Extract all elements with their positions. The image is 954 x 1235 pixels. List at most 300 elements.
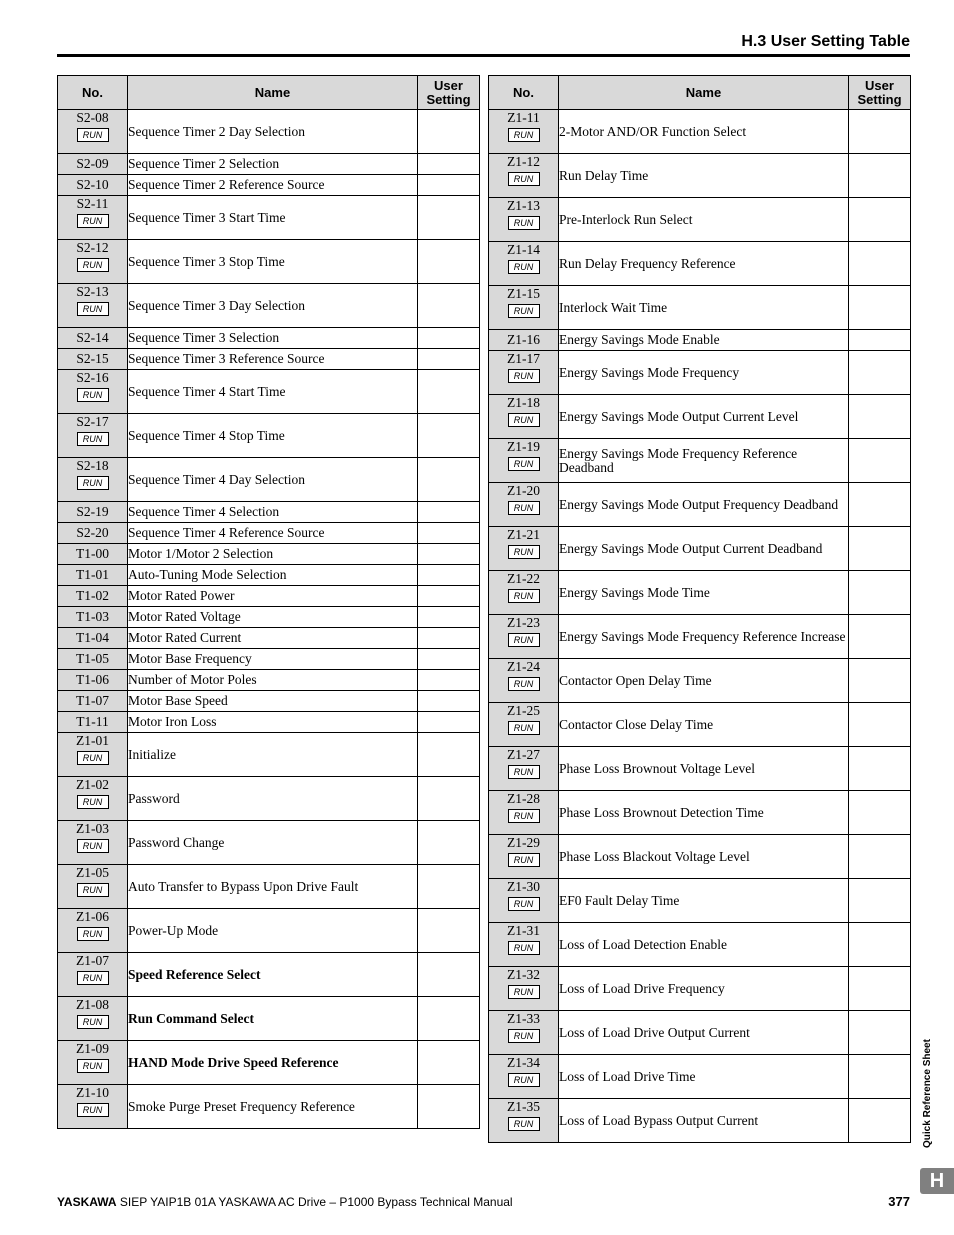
user-setting-cell[interactable] — [418, 865, 480, 909]
parameter-number-cell — [58, 712, 128, 733]
parameter-number-cell — [58, 370, 128, 414]
run-badge: RUN — [508, 985, 540, 999]
table-row — [489, 703, 911, 747]
table-row — [58, 523, 480, 544]
parameter-name: Auto-Tuning Mode Selection — [128, 565, 418, 586]
run-badge: RUN — [508, 216, 540, 230]
header-rule — [57, 54, 910, 57]
run-badge: RUN — [508, 941, 540, 955]
column-header-name: Name — [559, 76, 849, 110]
parameter-name: Number of Motor Poles — [128, 670, 418, 691]
run-badge: RUN — [508, 369, 540, 383]
parameter-name: EF0 Fault Delay Time — [559, 879, 849, 923]
chapter-tab: H — [920, 1168, 954, 1194]
parameter-name: Phase Loss Brownout Voltage Level — [559, 747, 849, 791]
run-badge: RUN — [508, 501, 540, 515]
run-badge: RUN — [77, 432, 109, 446]
run-badge: RUN — [508, 765, 540, 779]
table-row — [58, 414, 480, 458]
parameter-number-cell — [58, 175, 128, 196]
table-row — [58, 458, 480, 502]
parameter-number-cell — [58, 349, 128, 370]
parameter-name: Energy Savings Mode Frequency Reference Deadband — [559, 439, 849, 483]
user-setting-cell[interactable] — [418, 349, 480, 370]
parameter-name: Motor Rated Current — [128, 628, 418, 649]
parameter-number-cell — [58, 607, 128, 628]
parameter-number-cell — [489, 703, 559, 747]
parameter-number: Z1-06 — [76, 909, 109, 924]
parameter-number: S2-15 — [76, 351, 109, 366]
table-row — [489, 330, 911, 351]
parameter-name: Sequence Timer 3 Start Time — [128, 196, 418, 240]
parameter-number: Z1-15 — [507, 286, 540, 301]
user-setting-cell[interactable] — [849, 879, 911, 923]
parameter-number-cell — [489, 527, 559, 571]
table-row — [58, 865, 480, 909]
run-badge: RUN — [508, 457, 540, 471]
parameter-number-cell — [489, 286, 559, 330]
parameter-number-cell — [58, 196, 128, 240]
table-row — [489, 1099, 911, 1143]
parameter-number-cell — [489, 571, 559, 615]
user-setting-line-1: User — [865, 77, 894, 93]
user-setting-cell[interactable] — [418, 1041, 480, 1085]
parameter-number-cell — [58, 502, 128, 523]
user-setting-cell[interactable] — [849, 747, 911, 791]
parameter-number: Z1-30 — [507, 879, 540, 894]
parameter-number: T1-06 — [76, 672, 109, 687]
parameter-number-cell — [58, 821, 128, 865]
parameter-name: Sequence Timer 4 Day Selection — [128, 458, 418, 502]
parameter-number-cell — [58, 154, 128, 175]
column-header-user-setting — [849, 76, 911, 110]
run-badge: RUN — [508, 545, 540, 559]
user-setting-cell[interactable] — [849, 923, 911, 967]
table-row — [58, 777, 480, 821]
table-row — [489, 198, 911, 242]
parameter-number-cell — [58, 458, 128, 502]
parameter-number: T1-11 — [76, 714, 109, 729]
run-badge: RUN — [77, 258, 109, 272]
user-setting-cell[interactable] — [849, 439, 911, 483]
parameter-number: Z1-02 — [76, 777, 109, 792]
parameter-number: Z1-19 — [507, 439, 540, 454]
user-setting-cell[interactable] — [849, 351, 911, 395]
run-badge: RUN — [77, 971, 109, 985]
parameter-number: Z1-27 — [507, 747, 540, 762]
table-row — [489, 351, 911, 395]
section-title: H.3 User Setting Table — [741, 33, 910, 50]
table-row — [489, 527, 911, 571]
parameter-name: Motor Base Frequency — [128, 649, 418, 670]
parameter-number-cell — [489, 923, 559, 967]
parameter-number: S2-20 — [76, 525, 109, 540]
parameter-number: Z1-09 — [76, 1041, 109, 1056]
table-row — [58, 544, 480, 565]
right-table-body — [489, 110, 911, 1143]
parameter-number: S2-08 — [76, 110, 109, 125]
parameter-name: Sequence Timer 4 Reference Source — [128, 523, 418, 544]
parameter-number-cell — [58, 909, 128, 953]
parameter-name: Energy Savings Mode Frequency Reference Increase — [559, 615, 849, 659]
run-badge: RUN — [508, 172, 540, 186]
user-setting-cell[interactable] — [418, 414, 480, 458]
run-badge: RUN — [508, 677, 540, 691]
table-row — [489, 1011, 911, 1055]
parameter-number-cell — [58, 649, 128, 670]
user-setting-cell[interactable] — [418, 284, 480, 328]
run-badge: RUN — [77, 388, 109, 402]
parameter-number-cell — [489, 615, 559, 659]
side-label: Quick Reference Sheet — [922, 1039, 933, 1148]
user-setting-cell[interactable] — [849, 1011, 911, 1055]
parameter-number: S2-13 — [76, 284, 109, 299]
parameter-name: Loss of Load Detection Enable — [559, 923, 849, 967]
run-badge: RUN — [508, 260, 540, 274]
parameter-name: Interlock Wait Time — [559, 286, 849, 330]
user-setting-cell[interactable] — [418, 670, 480, 691]
parameter-number-cell — [58, 544, 128, 565]
parameter-name: Phase Loss Brownout Detection Time — [559, 791, 849, 835]
parameter-number: Z1-18 — [507, 395, 540, 410]
parameter-name: Energy Savings Mode Output Current Deadband — [559, 527, 849, 571]
user-setting-cell[interactable] — [418, 502, 480, 523]
user-setting-line-2: Setting — [426, 91, 471, 107]
parameter-number: Z1-31 — [507, 923, 540, 938]
parameter-number: T1-07 — [76, 693, 109, 708]
table-row — [58, 821, 480, 865]
user-setting-cell[interactable] — [849, 286, 911, 330]
user-setting-cell[interactable] — [418, 328, 480, 349]
user-setting-cell[interactable] — [418, 370, 480, 414]
parameter-number: Z1-23 — [507, 615, 540, 630]
parameter-number-cell — [489, 351, 559, 395]
parameter-number: S2-19 — [76, 504, 109, 519]
parameter-name: Initialize — [128, 733, 418, 777]
table-row — [58, 196, 480, 240]
user-setting-cell[interactable] — [849, 615, 911, 659]
run-badge: RUN — [77, 795, 109, 809]
run-badge: RUN — [77, 476, 109, 490]
user-setting-line-2: Setting — [857, 91, 902, 107]
run-badge: RUN — [508, 721, 540, 735]
table-row — [58, 953, 480, 997]
user-setting-cell[interactable] — [849, 791, 911, 835]
table-row — [58, 154, 480, 175]
parameter-number: S2-16 — [76, 370, 109, 385]
footer-text: SIEP YAIP1B 01A YASKAWA AC Drive – P1000 Bypass Technical Manual — [116, 1195, 513, 1209]
parameter-number-cell — [489, 395, 559, 439]
user-setting-cell[interactable] — [418, 953, 480, 997]
parameter-name: HAND Mode Drive Speed Reference — [128, 1041, 418, 1085]
parameter-number: T1-00 — [76, 546, 109, 561]
parameter-name: Run Command Select — [128, 997, 418, 1041]
parameter-name: Contactor Close Delay Time — [559, 703, 849, 747]
parameter-number: S2-11 — [76, 196, 109, 211]
user-setting-cell[interactable] — [418, 175, 480, 196]
parameter-number: Z1-21 — [507, 527, 540, 542]
parameter-name: Energy Savings Mode Frequency — [559, 351, 849, 395]
user-setting-cell[interactable] — [849, 571, 911, 615]
run-badge: RUN — [77, 1103, 109, 1117]
user-setting-cell[interactable] — [418, 607, 480, 628]
table-row — [58, 370, 480, 414]
run-badge: RUN — [77, 128, 109, 142]
user-setting-cell[interactable] — [418, 458, 480, 502]
parameter-name: Sequence Timer 2 Reference Source — [128, 175, 418, 196]
parameter-number-cell — [489, 659, 559, 703]
parameter-number-cell — [489, 747, 559, 791]
parameter-number-cell — [489, 198, 559, 242]
user-setting-cell[interactable] — [849, 703, 911, 747]
parameter-number-cell — [58, 110, 128, 154]
user-setting-cell[interactable] — [849, 1055, 911, 1099]
parameter-number: Z1-10 — [76, 1085, 109, 1100]
parameter-number: T1-01 — [76, 567, 109, 582]
parameter-number: S2-14 — [76, 330, 109, 345]
parameter-name: Speed Reference Select — [128, 953, 418, 997]
parameter-number-cell — [489, 439, 559, 483]
table-row — [58, 649, 480, 670]
user-setting-cell[interactable] — [849, 395, 911, 439]
user-setting-cell[interactable] — [849, 1099, 911, 1143]
parameter-number-cell — [58, 953, 128, 997]
user-setting-cell[interactable] — [418, 154, 480, 175]
parameter-number-cell — [58, 523, 128, 544]
parameter-number-cell — [489, 835, 559, 879]
parameter-number: S2-18 — [76, 458, 109, 473]
user-setting-cell[interactable] — [849, 154, 911, 198]
user-setting-cell[interactable] — [418, 110, 480, 154]
user-setting-cell[interactable] — [418, 691, 480, 712]
parameter-number: T1-05 — [76, 651, 109, 666]
parameter-name: Loss of Load Drive Frequency — [559, 967, 849, 1011]
parameter-number-cell — [489, 879, 559, 923]
parameter-number-cell — [489, 1011, 559, 1055]
parameter-number-cell — [489, 1099, 559, 1143]
column-header-name: Name — [128, 76, 418, 110]
user-setting-cell[interactable] — [849, 967, 911, 1011]
table-row — [489, 615, 911, 659]
parameter-number-cell — [58, 997, 128, 1041]
parameter-number-cell — [58, 586, 128, 607]
parameter-number-cell — [489, 967, 559, 1011]
parameter-number: Z1-05 — [76, 865, 109, 880]
run-badge: RUN — [508, 897, 540, 911]
parameter-name: Energy Savings Mode Enable — [559, 330, 849, 351]
parameter-name: Loss of Load Drive Output Current — [559, 1011, 849, 1055]
parameter-number: Z1-08 — [76, 997, 109, 1012]
table-row — [58, 502, 480, 523]
table-row — [58, 691, 480, 712]
parameter-name: Sequence Timer 3 Reference Source — [128, 349, 418, 370]
parameter-number-cell — [489, 330, 559, 351]
left-table-body — [58, 110, 480, 1129]
table-row — [489, 1055, 911, 1099]
run-badge: RUN — [77, 927, 109, 941]
parameter-name: Energy Savings Mode Time — [559, 571, 849, 615]
table-row — [489, 242, 911, 286]
table-row — [58, 110, 480, 154]
parameter-number: Z1-01 — [76, 733, 109, 748]
parameter-number: Z1-22 — [507, 571, 540, 586]
user-setting-cell[interactable] — [418, 586, 480, 607]
table-row — [58, 349, 480, 370]
parameter-number: Z1-11 — [507, 110, 540, 125]
run-badge: RUN — [77, 751, 109, 765]
parameter-number: Z1-12 — [507, 154, 540, 169]
parameter-number: Z1-34 — [507, 1055, 540, 1070]
parameter-number: Z1-24 — [507, 659, 540, 674]
parameter-name: Power-Up Mode — [128, 909, 418, 953]
run-badge: RUN — [77, 302, 109, 316]
user-setting-cell[interactable] — [418, 712, 480, 733]
parameter-number: Z1-35 — [507, 1099, 540, 1114]
page-number: 377 — [888, 1194, 910, 1209]
user-setting-cell[interactable] — [849, 527, 911, 571]
user-setting-cell[interactable] — [418, 565, 480, 586]
table-row — [58, 628, 480, 649]
user-setting-cell[interactable] — [849, 330, 911, 351]
parameter-number: S2-17 — [76, 414, 109, 429]
user-setting-cell[interactable] — [849, 659, 911, 703]
parameter-number-cell — [58, 328, 128, 349]
table-row — [489, 154, 911, 198]
user-setting-cell[interactable] — [418, 997, 480, 1041]
parameter-name: Loss of Load Bypass Output Current — [559, 1099, 849, 1143]
user-setting-cell[interactable] — [849, 198, 911, 242]
run-badge: RUN — [508, 1117, 540, 1131]
parameter-number: Z1-33 — [507, 1011, 540, 1026]
parameter-number-cell — [58, 565, 128, 586]
table-row — [489, 483, 911, 527]
parameter-name: Sequence Timer 4 Stop Time — [128, 414, 418, 458]
parameter-name: Motor Rated Power — [128, 586, 418, 607]
parameter-number: Z1-32 — [507, 967, 540, 982]
parameter-number-cell — [58, 1041, 128, 1085]
column-header-no: No. — [489, 76, 559, 110]
user-setting-line-1: User — [434, 77, 463, 93]
table-row — [489, 110, 911, 154]
parameter-number: Z1-17 — [507, 351, 540, 366]
table-row — [489, 395, 911, 439]
parameter-number-cell — [58, 284, 128, 328]
parameter-number: Z1-16 — [507, 332, 540, 347]
table-row — [489, 835, 911, 879]
user-setting-cell[interactable] — [418, 649, 480, 670]
table-row — [489, 791, 911, 835]
parameter-name: Password — [128, 777, 418, 821]
user-setting-cell[interactable] — [418, 544, 480, 565]
footer-brand: YASKAWA — [57, 1195, 117, 1209]
parameter-number: S2-09 — [76, 156, 109, 171]
user-setting-cell[interactable] — [418, 733, 480, 777]
parameter-name: Loss of Load Drive Time — [559, 1055, 849, 1099]
parameter-name: Energy Savings Mode Output Frequency Deadband — [559, 483, 849, 527]
parameter-name: Pre-Interlock Run Select — [559, 198, 849, 242]
parameter-number: Z1-28 — [507, 791, 540, 806]
parameter-number-cell — [58, 777, 128, 821]
table-row — [58, 712, 480, 733]
parameter-number: Z1-03 — [76, 821, 109, 836]
user-setting-cell[interactable] — [418, 523, 480, 544]
run-badge: RUN — [77, 883, 109, 897]
parameter-number: Z1-07 — [76, 953, 109, 968]
run-badge: RUN — [508, 589, 540, 603]
parameter-number-cell — [58, 414, 128, 458]
table-row — [58, 1085, 480, 1129]
parameter-name: Sequence Timer 2 Day Selection — [128, 110, 418, 154]
parameter-number: S2-12 — [76, 240, 109, 255]
parameter-name: Motor Base Speed — [128, 691, 418, 712]
user-setting-cell[interactable] — [849, 242, 911, 286]
table-row — [58, 909, 480, 953]
parameter-name: Sequence Timer 4 Selection — [128, 502, 418, 523]
run-badge: RUN — [77, 1015, 109, 1029]
parameter-name: Motor Rated Voltage — [128, 607, 418, 628]
user-setting-cell[interactable] — [418, 196, 480, 240]
run-badge: RUN — [508, 633, 540, 647]
table-row — [58, 607, 480, 628]
parameter-name: Motor 1/Motor 2 Selection — [128, 544, 418, 565]
column-header-user-setting — [418, 76, 480, 110]
left-parameter-table — [57, 75, 480, 1129]
table-row — [58, 733, 480, 777]
column-header-no: No. — [58, 76, 128, 110]
user-setting-cell[interactable] — [418, 628, 480, 649]
user-setting-cell[interactable] — [849, 835, 911, 879]
parameter-number-cell — [489, 791, 559, 835]
table-row — [58, 1041, 480, 1085]
parameter-number: Z1-14 — [507, 242, 540, 257]
parameter-name: Contactor Open Delay Time — [559, 659, 849, 703]
parameter-name: Phase Loss Blackout Voltage Level — [559, 835, 849, 879]
table-row — [58, 284, 480, 328]
footer — [57, 1195, 513, 1209]
user-setting-cell[interactable] — [418, 821, 480, 865]
parameter-number: S2-10 — [76, 177, 109, 192]
run-badge: RUN — [508, 853, 540, 867]
user-setting-cell[interactable] — [418, 240, 480, 284]
run-badge: RUN — [508, 1073, 540, 1087]
user-setting-cell[interactable] — [418, 1085, 480, 1129]
table-row — [58, 670, 480, 691]
parameter-number-cell — [58, 691, 128, 712]
user-setting-cell[interactable] — [418, 777, 480, 821]
parameter-name: Password Change — [128, 821, 418, 865]
parameter-number: Z1-20 — [507, 483, 540, 498]
user-setting-cell[interactable] — [418, 909, 480, 953]
parameter-number-cell — [58, 865, 128, 909]
table-row — [489, 659, 911, 703]
table-row — [58, 175, 480, 196]
parameter-name: Sequence Timer 3 Day Selection — [128, 284, 418, 328]
parameter-number-cell — [58, 670, 128, 691]
parameter-number-cell — [58, 240, 128, 284]
run-badge: RUN — [77, 1059, 109, 1073]
user-setting-cell[interactable] — [849, 483, 911, 527]
parameter-name: Sequence Timer 3 Selection — [128, 328, 418, 349]
parameter-number: Z1-25 — [507, 703, 540, 718]
parameter-number-cell — [489, 154, 559, 198]
parameter-number: Z1-29 — [507, 835, 540, 850]
table-row — [489, 439, 911, 483]
run-badge: RUN — [508, 128, 540, 142]
parameter-number: T1-02 — [76, 588, 109, 603]
table-row — [58, 328, 480, 349]
user-setting-cell[interactable] — [849, 110, 911, 154]
parameter-name: Run Delay Time — [559, 154, 849, 198]
